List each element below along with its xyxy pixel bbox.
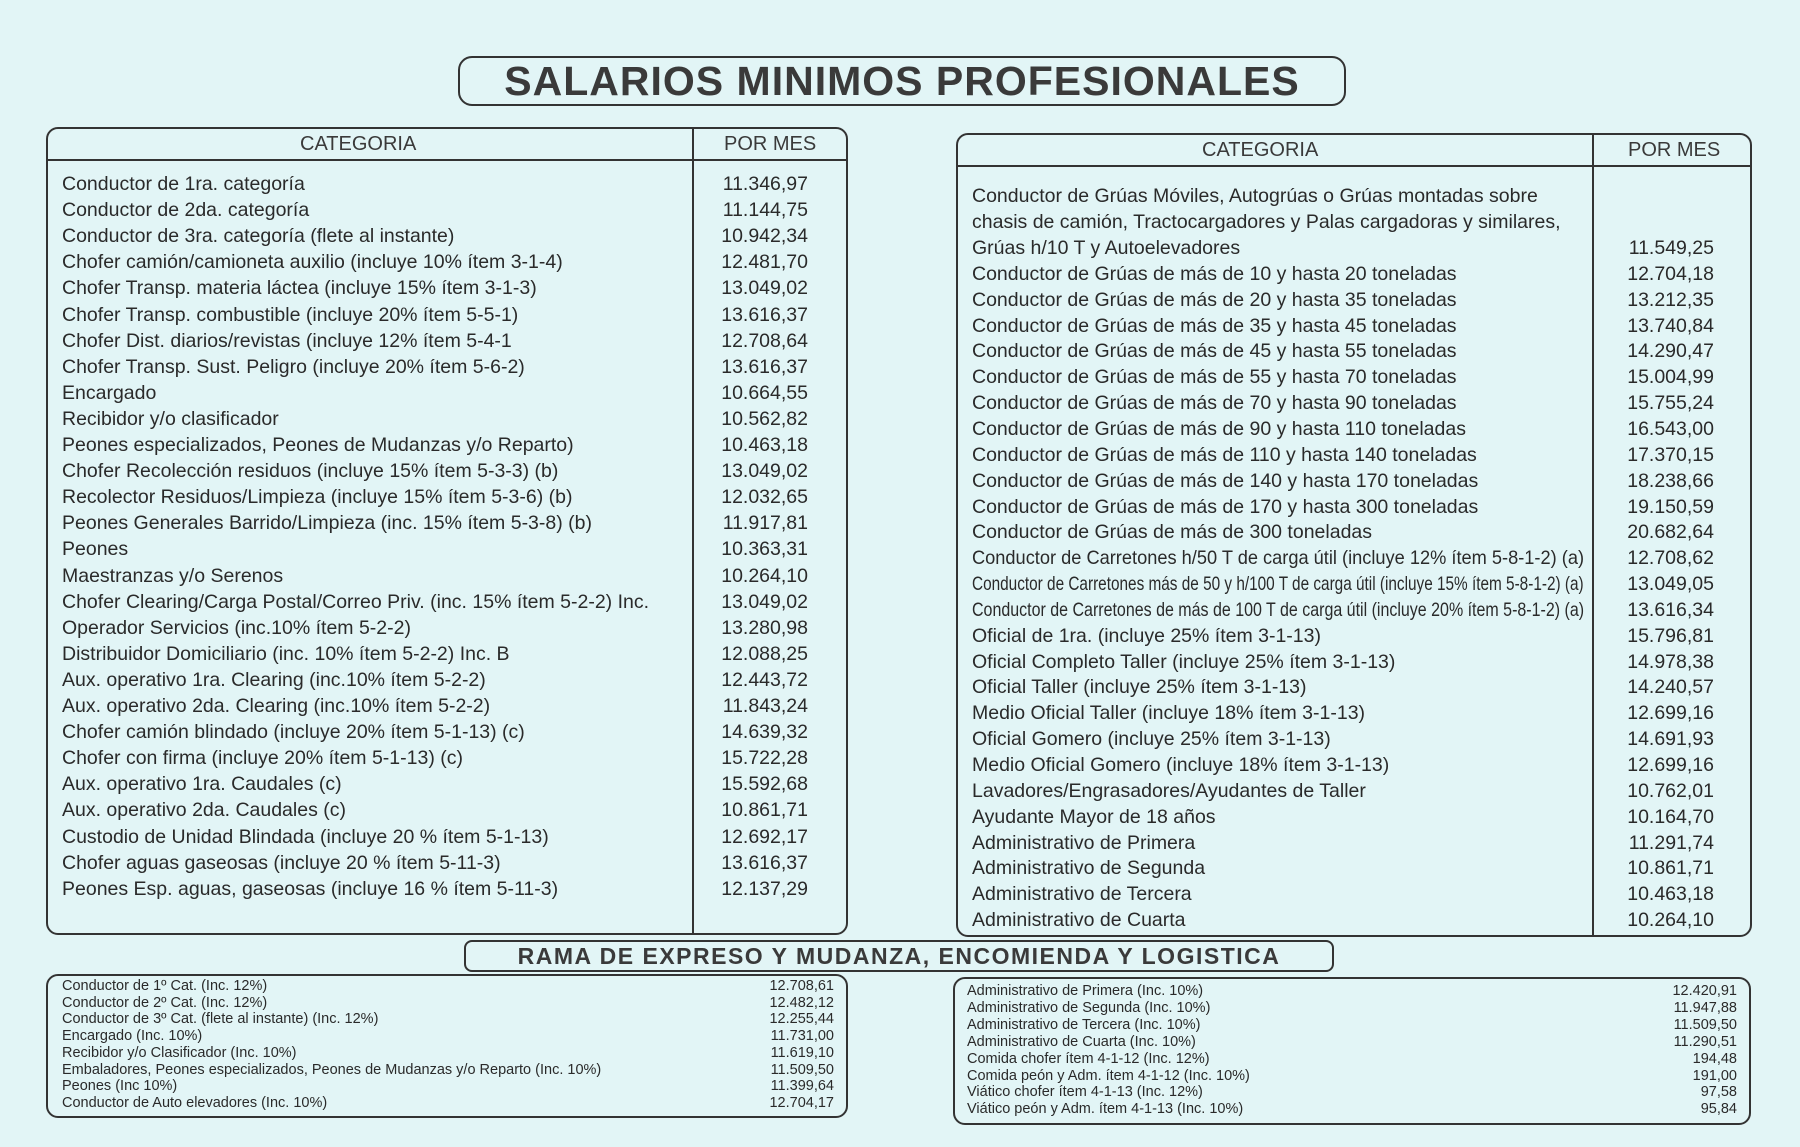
left-table-row [48, 382, 846, 406]
right-table-row [958, 263, 1750, 287]
left-table-row-label: Chofer Transp. combustible (incluye 20% ítem 5-5-1) [62, 303, 519, 326]
left-table-row-value: 10.861,71 [721, 799, 808, 822]
bottom-right-row [955, 983, 1749, 999]
right-table-row-value: 12.704,18 [1627, 262, 1714, 285]
left-table-row-label: Chofer con firma (incluye 20% ítem 5-1-13) (c) [62, 747, 463, 770]
left-table-row [48, 356, 846, 380]
bottom-right-row-label: Comida peón y Adm. ítem 4-1-12 (Inc. 10%) [967, 1067, 1250, 1084]
right-table-row [958, 496, 1750, 520]
right-table-row-value: 14.240,57 [1627, 676, 1714, 699]
left-table-row-value: 12.137,29 [721, 877, 808, 900]
left-table-row-label: Conductor de 2da. categoría [62, 199, 310, 222]
right-table-row-label: Conductor de Grúas de más de 170 y hasta 300 toneladas [972, 495, 1479, 518]
left-table-row-label: Custodio de Unidad Blindada (incluye 20 % ítem 5-1-13) [62, 825, 549, 848]
right-table-row-label: Conductor de Grúas de más de 140 y hasta 170 toneladas [972, 469, 1479, 492]
right-table-row-value: 10.164,70 [1627, 805, 1714, 828]
right-table-row-value: 12.699,16 [1627, 702, 1714, 725]
bottom-left-row-label: Encargado (Inc. 10%) [62, 1028, 203, 1045]
left-table-row [48, 538, 846, 562]
right-table-row-label: Conductor de Grúas de más de 45 y hasta 55 toneladas [972, 340, 1457, 363]
right-table-row [958, 237, 1750, 261]
left-table-row-value: 10.942,34 [721, 225, 808, 248]
left-table-row-value: 13.616,37 [721, 851, 808, 874]
bottom-right-table [953, 977, 1751, 1125]
right-table-row-value: 10.264,10 [1627, 909, 1714, 932]
bottom-right-row-label: Viático chofer ítem 4-1-13 (Inc. 12%) [967, 1084, 1203, 1101]
left-table-row-value: 13.616,37 [721, 355, 808, 378]
right-table-row-label: Conductor de Carretones más de 50 y h/100 T de carga útil (incluye 15% ítem 5-8-1-2) (a) [972, 573, 1584, 596]
section-subtitle-text: RAMA DE EXPRESO Y MUDANZA, ENCOMIENDA Y LOGISTICA [517, 942, 1281, 969]
bottom-left-row [48, 1095, 846, 1111]
right-table-row-label: Conductor de Grúas de más de 55 y hasta 70 toneladas [972, 366, 1457, 389]
left-table-row [48, 826, 846, 850]
right-table-row-value: 12.699,16 [1627, 754, 1714, 776]
left-table-row-label: Aux. operativo 2da. Clearing (inc.10% ítem 5-2-2) [62, 695, 491, 717]
left-table-row-label: Recolector Residuos/Limpieza (incluye 15% ítem 5-3-6) (b) [62, 486, 573, 509]
right-table-row-label: Conductor de Grúas de más de 300 toneladas [972, 521, 1373, 544]
right-table-row-label: Conductor de Carretones de más de 100 T de carga útil (incluye 20% ítem 5-8-1-2) (a) [972, 598, 1585, 621]
bottom-left-row [48, 995, 846, 1011]
page-title [458, 56, 1346, 106]
bottom-left-row-value: 12.255,44 [769, 1011, 834, 1028]
left-table-row-value: 10.264,10 [721, 564, 808, 587]
bottom-right-row [955, 1034, 1749, 1050]
left-table-row [48, 304, 846, 328]
bottom-left-row-value: 11.509,50 [770, 1061, 834, 1078]
left-table-row-label: Chofer Dist. diarios/revistas (incluye 12% ítem 5-4-1 [62, 329, 512, 352]
right-table-row [958, 418, 1750, 442]
right-table-row-label: Medio Oficial Gomero (incluye 18% ítem 3-1-13) [972, 754, 1390, 776]
left-table-row-label: Peones Generales Barrido/Limpieza (inc. 15% ítem 5-3-8) (b) [62, 512, 592, 535]
right-table-row-value: 16.543,00 [1627, 417, 1714, 440]
right-table-row-value: 20.682,64 [1627, 521, 1714, 544]
right-table-row [958, 909, 1750, 933]
right-table-row-value: 15.004,99 [1627, 366, 1714, 389]
bottom-right-row [955, 1101, 1749, 1117]
right-table-row-label: Administrativo de Tercera [972, 883, 1192, 906]
bottom-left-row [48, 1078, 846, 1094]
left-table-row [48, 852, 846, 876]
bottom-right-row-label: Administrativo de Segunda (Inc. 10%) [967, 999, 1211, 1016]
bottom-right-row [955, 1000, 1749, 1016]
right-table-header [958, 135, 1750, 167]
left-table-row-value: 13.049,02 [721, 277, 808, 300]
right-table-row [958, 366, 1750, 390]
bottom-left-row [48, 978, 846, 994]
right-table-row [958, 289, 1750, 313]
right-table-row-label: Ayudante Mayor de 18 años [972, 805, 1216, 828]
left-table-row-label: Chofer camión blindado (incluye 20% ítem 5-1-13) (c) [62, 721, 525, 744]
right-table-row-label: Medio Oficial Taller (incluye 18% ítem 3-1-13) [972, 702, 1366, 725]
right-table-row-label: Conductor de Grúas de más de 10 y hasta 20 toneladas [972, 262, 1457, 285]
left-table-row-value: 15.722,28 [721, 747, 808, 770]
left-table-row [48, 173, 846, 197]
left-table-row-label: Aux. operativo 1ra. Clearing (inc.10% ítem 5-2-2) [62, 668, 486, 691]
section-subtitle [464, 940, 1334, 972]
left-table-row [48, 225, 846, 249]
left-table-row-value: 11.843,24 [722, 695, 808, 717]
bottom-left-row-label: Embaladores, Peones especializados, Peones de Mudanzas y/o Reparto (Inc. 10%) [62, 1061, 602, 1078]
right-table-row-value: 17.370,15 [1627, 443, 1714, 466]
left-table-row-value: 12.088,25 [721, 642, 808, 665]
bottom-left-row [48, 1045, 846, 1061]
left-table-row-value: 11.917,81 [722, 512, 808, 535]
left-table-row-label: Chofer Transp. materia láctea (incluye 15% ítem 3-1-3) [62, 277, 537, 300]
left-table-row-value: 10.562,82 [721, 407, 808, 430]
right-table-row-value: 10.861,71 [1627, 857, 1714, 880]
right-table-row [958, 573, 1750, 597]
right-table-row [958, 444, 1750, 468]
left-table-row [48, 486, 846, 510]
right-table-row-label: Conductor de Grúas de más de 20 y hasta 35 toneladas [972, 288, 1457, 311]
bottom-right-row-label: Administrativo de Primera (Inc. 10%) [967, 983, 1204, 999]
bottom-right-row-value: 11.290,51 [1673, 1033, 1737, 1050]
bottom-right-row-value: 12.420,91 [1672, 983, 1737, 999]
right-table-intro-line-label: chasis de camión, Tractocargadores y Palas cargadoras y similares, [972, 211, 1561, 233]
right-table-row-label: Conductor de Grúas de más de 90 y hasta 110 toneladas [972, 417, 1466, 440]
right-table-row [958, 315, 1750, 339]
left-table-row [48, 878, 846, 902]
left-table-row [48, 330, 846, 354]
right-table-row [958, 625, 1750, 649]
left-table-row [48, 434, 846, 458]
bottom-left-row-label: Conductor de 2º Cat. (Inc. 12%) [62, 994, 268, 1011]
left-col-por-mes: POR MES [724, 133, 817, 155]
right-table-row-value: 14.691,93 [1627, 728, 1714, 751]
right-table-row-label: Lavadores/Engrasadores/Ayudantes de Taller [972, 779, 1366, 802]
left-table-row [48, 591, 846, 615]
left-table-row-label: Peones Esp. aguas, gaseosas (incluye 16 % ítem 5-11-3) [62, 877, 559, 900]
right-table-row-value: 10.463,18 [1627, 883, 1714, 906]
right-col-por-mes: POR MES [1628, 139, 1721, 161]
right-table-row-value: 13.740,84 [1627, 314, 1714, 337]
bottom-right-row [955, 1068, 1749, 1084]
bottom-right-row-value: 95,84 [1700, 1101, 1737, 1118]
left-table-row-value: 13.049,02 [721, 460, 808, 483]
bottom-right-row-value: 97,58 [1700, 1084, 1737, 1101]
right-table-row-value: 14.978,38 [1627, 650, 1714, 673]
left-table-row-value: 11.346,97 [722, 173, 808, 195]
right-col-categoria: CATEGORIA [1202, 139, 1319, 161]
right-table-row [958, 857, 1750, 881]
left-table-row-value: 10.363,31 [721, 538, 808, 561]
bottom-right-row-label: Administrativo de Cuarta (Inc. 10%) [967, 1033, 1196, 1050]
left-table-row-value: 15.592,68 [721, 773, 808, 796]
left-table-row-label: Conductor de 3ra. categoría (flete al instante) [62, 225, 455, 248]
left-table-row [48, 199, 846, 223]
bottom-left-row-label: Recibidor y/o Clasificador (Inc. 10%) [62, 1044, 297, 1061]
left-table-row-value: 13.049,02 [721, 590, 808, 613]
right-table-row-value: 13.049,05 [1627, 573, 1714, 596]
bottom-left-row [48, 1011, 846, 1027]
left-table-row-value: 12.032,65 [721, 486, 808, 509]
left-table-row [48, 277, 846, 301]
right-table-row-label: Oficial Taller (incluye 25% ítem 3-1-13) [972, 676, 1307, 699]
left-table-row-value: 11.144,75 [722, 199, 808, 222]
right-table-row-label: Conductor de Carretones h/50 T de carga útil (incluye 12% ítem 5-8-1-2) (a) [972, 547, 1585, 570]
right-table-intro-line [958, 185, 1750, 209]
left-table-row [48, 408, 846, 432]
page-title-text: SALARIOS MINIMOS PROFESIONALES [504, 57, 1300, 104]
left-table-row [48, 799, 846, 823]
left-table-row-label: Operador Servicios (inc.10% ítem 5-2-2) [62, 616, 411, 639]
right-table-row-label: Oficial de 1ra. (incluye 25% ítem 3-1-13) [972, 624, 1321, 647]
right-table-row-value: 18.238,66 [1627, 469, 1714, 492]
right-table-row [958, 754, 1750, 778]
left-table-row-label: Chofer Transp. Sust. Peligro (incluye 20% ítem 5-6-2) [62, 355, 525, 378]
left-table-row-label: Recibidor y/o clasificador [62, 407, 279, 430]
left-table-row-label: Chofer aguas gaseosas (incluye 20 % ítem 5-11-3) [62, 851, 501, 874]
right-table-row [958, 340, 1750, 364]
right-table-row-value: 10.762,01 [1627, 779, 1714, 802]
left-table-row-value: 10.664,55 [721, 381, 808, 404]
left-table-row-value: 10.463,18 [721, 434, 808, 456]
left-table-row-label: Conductor de 1ra. categoría [62, 173, 305, 195]
bottom-right-row-value: 11.947,88 [1673, 999, 1737, 1016]
bottom-left-row [48, 1028, 846, 1044]
left-table-row [48, 460, 846, 484]
left-table-row-label: Encargado [62, 381, 157, 404]
left-table-row [48, 565, 846, 589]
left-table-row [48, 669, 846, 693]
right-table-row [958, 883, 1750, 907]
bottom-left-row-value: 11.399,64 [770, 1078, 834, 1095]
right-table-row [958, 676, 1750, 700]
bottom-left-row-value: 12.482,12 [769, 994, 834, 1011]
left-table-row [48, 251, 846, 275]
bottom-left-row-value: 12.704,17 [769, 1094, 834, 1111]
right-table-row [958, 728, 1750, 752]
left-col-categoria: CATEGORIA [300, 133, 417, 155]
left-table-row [48, 617, 846, 641]
bottom-left-row-label: Peones (Inc 10%) [62, 1078, 178, 1095]
left-table-row-label: Aux. operativo 2da. Caudales (c) [62, 799, 346, 822]
left-table-row-value: 12.708,64 [721, 329, 808, 352]
right-table-row-value: 11.549,25 [1628, 237, 1714, 259]
left-table-row [48, 695, 846, 719]
bottom-left-row [48, 1062, 846, 1078]
bottom-left-row-value: 11.619,10 [770, 1044, 834, 1061]
left-table-row-label: Aux. operativo 1ra. Caudales (c) [62, 773, 342, 796]
bottom-left-row-label: Conductor de 3º Cat. (flete al instante) (Inc. 12%) [62, 1011, 379, 1028]
left-table-row-value: 12.481,70 [721, 251, 808, 274]
bottom-left-row-value: 12.708,61 [769, 978, 834, 994]
left-table-row-label: Chofer camión/camioneta auxilio (incluye 10% ítem 3-1-4) [62, 251, 563, 274]
left-table-row-label: Chofer Recolección residuos (incluye 15% ítem 5-3-3) (b) [62, 460, 559, 483]
left-table-row [48, 747, 846, 771]
right-table-row-label: Administrativo de Segunda [972, 857, 1206, 880]
left-table-row-label: Chofer Clearing/Carga Postal/Correo Priv. (inc. 15% ítem 5-2-2) Inc. [62, 590, 650, 613]
bottom-right-row-value: 191,00 [1692, 1067, 1737, 1084]
right-table-row-value: 15.755,24 [1627, 392, 1714, 415]
right-table-row-value: 11.291,74 [1628, 831, 1714, 854]
left-table-row-value: 14.639,32 [721, 721, 808, 744]
bottom-right-row-label: Viático peón y Adm. ítem 4-1-13 (Inc. 10%) [967, 1101, 1244, 1118]
right-table-row [958, 702, 1750, 726]
bottom-right-row-value: 11.509,50 [1673, 1016, 1737, 1033]
left-table-row [48, 643, 846, 667]
bottom-right-row-label: Comida chofer ítem 4-1-12 (Inc. 12%) [967, 1050, 1210, 1067]
right-table-intro-line [958, 211, 1750, 235]
bottom-right-row-label: Administrativo de Tercera (Inc. 10%) [967, 1016, 1201, 1033]
bottom-left-row-label: Conductor de 1º Cat. (Inc. 12%) [62, 978, 268, 994]
right-table-row-value: 15.796,81 [1627, 624, 1714, 647]
right-table-row-label: Conductor de Grúas de más de 70 y hasta 90 toneladas [972, 392, 1457, 415]
left-table-header [48, 129, 846, 161]
left-table-row-label: Maestranzas y/o Serenos [62, 564, 284, 587]
right-table-intro-line-label: Conductor de Grúas Móviles, Autogrúas o Grúas montadas sobre [972, 185, 1538, 207]
right-table-row [958, 780, 1750, 804]
right-salary-table [956, 133, 1752, 937]
right-table-row-value: 19.150,59 [1627, 495, 1714, 518]
right-table-row-value: 14.290,47 [1627, 340, 1714, 363]
right-table-row-label: Conductor de Grúas de más de 35 y hasta 45 toneladas [972, 314, 1457, 337]
right-table-row [958, 470, 1750, 494]
left-table-row-value: 13.616,37 [721, 303, 808, 326]
bottom-right-row [955, 1017, 1749, 1033]
right-table-row-value: 12.708,62 [1627, 547, 1714, 570]
left-table-row [48, 721, 846, 745]
right-table-row-value: 13.212,35 [1627, 288, 1714, 311]
left-table-row [48, 773, 846, 797]
left-table-row [48, 512, 846, 536]
right-table-row-label: Grúas h/10 T y Autoelevadores [972, 237, 1241, 259]
right-table-row-label: Conductor de Grúas de más de 110 y hasta 140 toneladas [972, 443, 1477, 466]
bottom-left-row-label: Conductor de Auto elevadores (Inc. 10%) [62, 1094, 328, 1111]
right-table-row-value: 13.616,34 [1627, 598, 1714, 621]
bottom-left-row-value: 11.731,00 [770, 1028, 834, 1045]
right-table-row-label: Oficial Gomero (incluye 25% ítem 3-1-13) [972, 728, 1331, 751]
bottom-right-row-value: 194,48 [1692, 1050, 1737, 1067]
right-table-row [958, 832, 1750, 856]
left-salary-table [46, 127, 848, 935]
right-table-row-label: Administrativo de Primera [972, 831, 1196, 854]
right-table-row [958, 547, 1750, 571]
left-table-row-value: 12.443,72 [721, 668, 808, 691]
left-table-row-value: 12.692,17 [721, 825, 808, 848]
right-table-row [958, 651, 1750, 675]
left-table-row-label: Peones [62, 538, 129, 561]
right-table-row-label: Administrativo de Cuarta [972, 909, 1186, 932]
right-table-row [958, 392, 1750, 416]
bottom-right-row [955, 1051, 1749, 1067]
right-table-row [958, 806, 1750, 830]
bottom-left-table [46, 974, 848, 1118]
right-table-row [958, 599, 1750, 623]
left-table-row-label: Peones especializados, Peones de Mudanzas y/o Reparto) [62, 434, 574, 456]
left-table-row-label: Distribuidor Domiciliario (inc. 10% ítem 5-2-2) Inc. B [62, 642, 510, 665]
left-table-row-value: 13.280,98 [721, 616, 808, 639]
right-table-row [958, 521, 1750, 545]
bottom-right-row [955, 1084, 1749, 1100]
right-table-row-label: Oficial Completo Taller (incluye 25% ítem 3-1-13) [972, 650, 1396, 673]
